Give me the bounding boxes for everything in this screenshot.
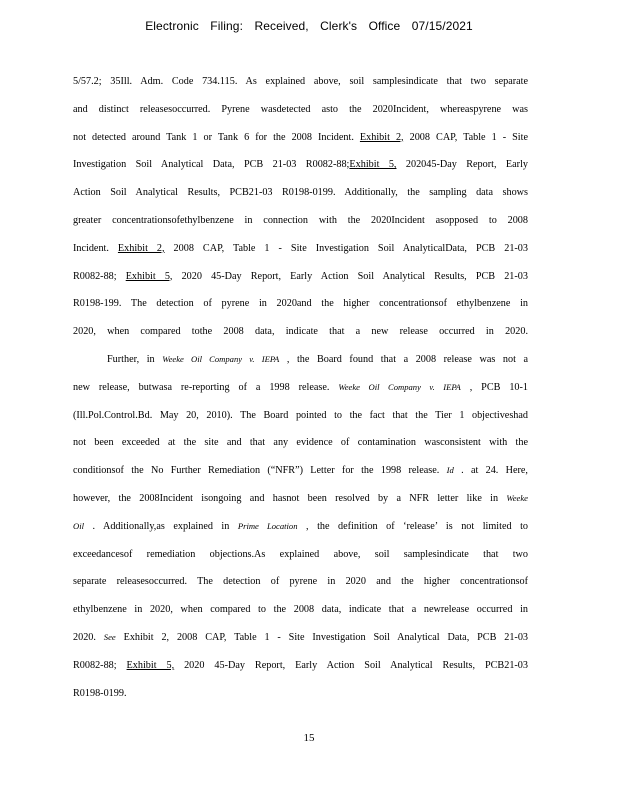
text-line (73, 235, 528, 263)
text-line (73, 151, 528, 179)
text-run: and distinct releasesoccurred. Pyrene wasdetected asto the 2020Incident, whereaspyrene was (73, 103, 528, 115)
text-run: 202045-Day Report, Early (396, 159, 528, 171)
body-text (73, 68, 528, 707)
text-run: 2020. (73, 631, 104, 643)
case-citation: Weeke (506, 492, 528, 503)
case-citation: Weeke Oil Company v. IEPA (162, 353, 280, 364)
text-run: separate releasesoccurred. The detection of pyrene in 2020 and the higher concentrationsof (73, 576, 528, 588)
text-run: , PCB 10-1 (460, 381, 528, 393)
text-run: 5/57.2; 35Ill. Adm. Code 734.115. As explained above, soil samplesindicate that two separate (73, 76, 528, 87)
page-number: 15 (303, 732, 315, 744)
text-run: conditionsof the No Further Remediation (“NFR”) Letter for the 1998 release. (73, 465, 447, 477)
text-line (73, 290, 528, 318)
filing-header: Electronic Filing: Received, Clerk's Office 07/15/2021 (145, 19, 473, 33)
text-line (73, 318, 528, 346)
text-run: R0082-88; (73, 659, 127, 671)
text-run: Action Soil Analytical Results, PCB21-03 R0198-0199. Additionally, the sampling data shows (73, 187, 528, 199)
text-line (73, 207, 528, 235)
exhibit-reference: Exhibit 5, (126, 659, 175, 671)
text-run: 2020, when compared tothe 2008 data, indicate that a new release occurred in 2020. (73, 326, 528, 338)
text-run: 2008 CAP, Table 1 - Site Investigation Soil AnalyticalData, PCB 21-03 (164, 242, 528, 254)
text-run: , the definition of ‘release’ is not limited to (297, 520, 528, 532)
text-line (73, 68, 528, 96)
case-citation: See (103, 631, 116, 642)
text-run: . at 24. Here, (453, 465, 528, 477)
text-run: Incident. (73, 242, 118, 254)
text-run: R0082-88; (73, 270, 126, 282)
text-run: Further, in (107, 353, 163, 365)
text-line (73, 652, 528, 680)
text-run: greater concentrationsofethylbenzene in connection with the 2020Incident asopposed to 2008 (73, 214, 528, 226)
text-line (73, 485, 528, 513)
text-line (73, 96, 528, 124)
exhibit-reference: Exhibit 2, (117, 242, 165, 254)
text-line (73, 263, 528, 291)
text-run: exceedancesof remediation objections.As explained above, soil samplesindicate that two (73, 548, 528, 560)
case-citation: Weeke Oil Company v. IEPA (338, 381, 461, 392)
exhibit-reference: Exhibit 5, (349, 159, 397, 171)
text-line (73, 457, 528, 485)
text-run: R0198-199. The detection of pyrene in 2020and the higher concentrationsof ethylbenzene in (73, 298, 528, 310)
text-line (73, 680, 528, 708)
text-run: ethylbenzene in 2020, when compared to the 2008 data, indicate that a newrelease occurred in (73, 604, 528, 616)
text-line (73, 596, 528, 624)
text-line (73, 513, 528, 541)
text-run: new release, butwasa re-reporting of a 1998 release. (73, 381, 339, 393)
case-citation: Prime Location (237, 520, 298, 531)
text-line (73, 568, 528, 596)
case-citation: Oil (73, 520, 84, 531)
text-line (73, 179, 528, 207)
text-run: however, the 2008Incident isongoing and hasnot been resolved by a NFR letter like in (73, 492, 507, 504)
text-line (73, 541, 528, 569)
text-line (73, 429, 528, 457)
text-line (73, 124, 528, 152)
text-run: 2020 45-Day Report, Early Action Soil Analytical Results, PCB21-03 (174, 659, 528, 671)
text-run: 2008 CAP, Table 1 - Site (403, 131, 528, 143)
text-line (73, 346, 528, 374)
text-run: . Additionally,as explained in (83, 520, 238, 532)
text-run: , the Board found that a 2008 release was not a (279, 353, 528, 365)
text-line (73, 374, 528, 402)
exhibit-reference: Exhibit 2, (359, 131, 404, 143)
text-run: (Ill.Pol.Control.Bd. May 20, 2010). The Board pointed to the fact that the Tier 1 objectiveshad (73, 409, 528, 421)
text-run: Exhibit 2, 2008 CAP, Table 1 - Site Investigation Soil Analytical Data, PCB 21-03 (115, 631, 528, 643)
text-run: R0198-0199. (73, 687, 127, 699)
text-line (73, 624, 528, 652)
text-run: 2020 45-Day Report, Early Action Soil Analytical Results, PCB 21-03 (172, 270, 528, 282)
text-run: Investigation Soil Analytical Data, PCB 21-03 R0082-88; (73, 159, 350, 171)
text-run: not detected around Tank 1 or Tank 6 for the 2008 Incident. (73, 131, 360, 143)
exhibit-reference: Exhibit 5, (125, 270, 173, 282)
text-run: not been exceeded at the site and that any evidence of contamination wasconsistent with the (73, 437, 528, 449)
case-citation: Id (446, 465, 454, 476)
text-line (73, 402, 528, 430)
